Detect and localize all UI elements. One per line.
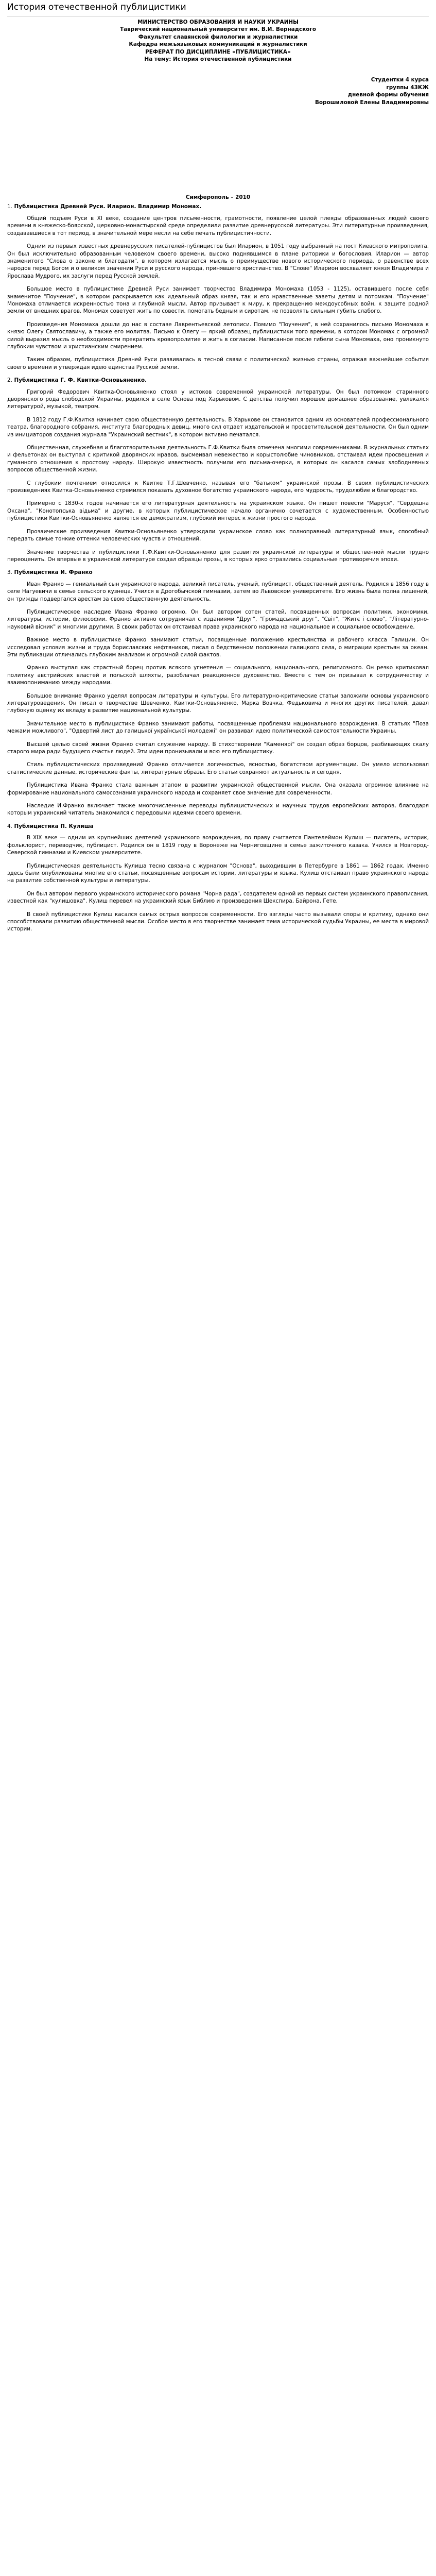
section-title: Публицистика И. Франко: [14, 569, 93, 576]
paragraph: В XIX веке — одним из крупнейших деятелей украинского возрождения, по праву считается Пантелеймон Кулиш — писатель, историк, фольклорист, переводчик, публицист. Родился он в 1819 году в Воронеже на Черниговщине в семье зажиточного казака. Учился в Новгород-Северской гимназии и Киевском университете.: [7, 835, 429, 856]
title-block: [7, 19, 429, 63]
paragraph: Прозаические произведения Квитки-Основьяненко утверждали украинское слово как полноправный литературный язык, способный передать самые тонкие оттенки человеческих чувств и отношений.: [7, 528, 429, 543]
section-number: 4.: [7, 823, 12, 829]
section-number: 2.: [7, 377, 12, 384]
section-heading: [7, 203, 429, 210]
paragraph: Примерно с 1830-х годов начинается его литературная деятельность на украинском языке. Он пишет повести "Маруся", "Сердешна Оксана", "Конотопська відьма" и другие, в которых публицистическое начало органично сочетается с художественным. Особенностью публицистики Квитки-Основьяненко является ее демократизм, глубокий интерес к жизни простого народа.: [7, 500, 429, 522]
paragraph: Григорий Федорович Квитка-Основьяненко стоял у истоков современной украинской литературы. Он был потомком старинного дворянского рода слободской Украины, родился в селе Основа под Харьковом. С детства получил хорошее домашнее образование, увлекался литературой, музыкой, театром.: [7, 388, 429, 410]
paragraph: Одним из первых известных древнерусских писателей-публицистов был Иларион, в 1051 году выбранный на пост Киевского митрополита. Он был исключительно образованным человеком своего времени, высоко поднявшимся в плане риторики и богословия. Иларион — автор знаменитого "Слова о законе и благодати", в котором излагается мысль о преимуществе нового исторического периода, о равенстве всех народов перед Богом и о великом значении Руси и русского народа, принявшего христианство. В "Слове" Иларион восхваляет князя Владимира и Ярослава Мудрого, их заслуги перед Русской землей.: [7, 243, 429, 279]
student-group: группы 43КЖ: [386, 84, 429, 91]
paragraph: Значение творчества и публицистики Г.Ф.Квитки-Основьяненко для развития украинской литературы и общественной мысли трудно переоценить. Он впервые в украинской литературе создал образцы прозы, в которых ярко отразились социальные противоречия эпохи.: [7, 549, 429, 563]
department-line: Кафедра межъязыковых коммуникаций и журналистики: [129, 41, 307, 48]
student-course: Студентки 4 курса: [371, 77, 429, 83]
paragraph: Общественная, служебная и благотворительная деятельность Г.Ф.Квитки была отмечена многими современниками. В журнальных статьях и фельетонах он выступал с критикой дворянских нравов, высмеивал невежество и корыстолюбие чиновников, отстаивал идеи просвещения и гуманного отношения к простому народу. Широкую известность получили его письма-очерки, в которых он касался самых злободневных вопросов общественной жизни.: [7, 445, 429, 473]
paragraph: Публицистическая деятельность Кулиша тесно связана с журналом "Основа", выходившим в Петербурге в 1861 — 1862 годах. Именно здесь были опубликованы многие его статьи, посвященные вопросам истории, литературы и языка. Кулиш отстаивал право украинского народа на развитие собственной культуры и литературы.: [7, 862, 429, 884]
paragraph: Общий подъем Руси в XI веке, создание центров письменности, грамотности, появление целой плеяды образованных людей своего времени в княжеско-боярской, церковно-монастырской среде определили развитие древнерусской литературы. Эти литературные произведения, создававшиеся в тот период, в значительной мере несли на себе печать публицистичности.: [7, 215, 429, 236]
paragraph: Он был автором первого украинского исторического романа "Чорна рада", создателем одной из первых систем украинского правописания, известной как "кулишовка". Кулиш перевел на украинский язык Библию и произведения Шекспира, Байрона, Гете.: [7, 890, 429, 905]
section-title: Публицистика Г. Ф. Квитки-Основьяненко.: [14, 377, 147, 384]
section-heading: [7, 823, 429, 830]
paragraph: Стиль публицистических произведений Франко отличается логичностью, ясностью, богатством аргументации. Он умело использовал статистические данные, исторические факты, литературные образы. Его статьи сохраняют актуальность и сегодня.: [7, 761, 429, 775]
paragraph: Публицистическое наследие Ивана Франко огромно. Он был автором сотен статей, посвященных вопросам политики, экономики, литературы, истории, философии. Франко активно сотрудничал с изданиями "Друг", "Громадський друг", "Світ", "Житє і слово", "Літературно-науковий вісник" и многими другими. В своих работах он отстаивал права украинского народа на национальное и социальное освобождение.: [7, 608, 429, 630]
paragraph: С глубоким почтением относился к Квитке Т.Г.Шевченко, называя его "батьком" украинской прозы. В своих публицистических произведениях Квитка-Основьяненко стремился показать духовное богатство украинского народа, его мудрость, трудолюбие и благородство.: [7, 480, 429, 494]
section-heading: [7, 377, 429, 384]
section-title: Публицистика Древней Руси. Иларион. Владимир Мономах.: [14, 204, 202, 210]
paragraph: Большое место в публицистике Древней Руси занимает творчество Владимира Мономаха (1053 - 1125), оставившего после себя знаменитое "Поучение", в котором раскрывается как идеальный образ князя, так и его нравственные заветы детям и потомкам. "Поучение" Мономаха отличается искренностью тона и глубиной мысли. Автор призывает к миру, к прекращению междоусобных войн, к защите родной земли от внешних врагов. Мономах советует жить по совести, помогать бедным и сиротам, не позволять сильным губить слабого.: [7, 286, 429, 315]
paragraph: Франко выступал как страстный борец против всякого угнетения — социального, национального, религиозного. Он резко критиковал политику австрийских властей и польской шляхты, разоблачал реакционное духовенство. Вместе с тем он призывал к сотрудничеству и взаимопониманию между народами.: [7, 665, 429, 686]
paragraph: Публицистика Ивана Франко стала важным этапом в развитии украинской общественной мысли. Она оказала огромное влияние на формирование национального самосознания украинского народа и сохраняет свое значение для современности.: [7, 782, 429, 796]
student-info: [7, 76, 429, 106]
section-number: 1.: [7, 204, 12, 210]
student-form: дневной формы обучения: [347, 92, 429, 98]
paragraph: Большое внимание Франко уделял вопросам литературы и культуры. Его литературно-критические статьи заложили основы украинского литературоведения. Он писал о творчестве Шевченко, Квитки-Основьяненко, Марка Вовчка, Федьковича и многих других писателей, давал глубокую оценку их вкладу в развитие национальной культуры.: [7, 692, 429, 714]
paragraph: Иван Франко — гениальный сын украинского народа, великий писатель, ученый, публицист, общественный деятель. Родился в 1856 году в селе Нагуевичи в семье сельского кузнеца. Учился в Дрогобычской гимназии, затем во Львовском университете. Его жизнь была полна лишений, он трижды подвергался арестам за свою общественную деятельность.: [7, 581, 429, 602]
paragraph: Таким образом, публицистика Древней Руси развивалась в тесной связи с политической жизнью страны, отражая важнейшие события своего времени и утверждая идею единства Русской земли.: [7, 357, 429, 370]
document-content: [7, 19, 429, 933]
ministry-line: МИНИСТЕРСТВО ОБРАЗОВАНИЯ И НАУКИ УКРАИНЫ: [137, 19, 299, 25]
section-heading: [7, 569, 429, 576]
page-title: История отечественной публицистики: [7, 0, 429, 16]
section-number: 3.: [7, 569, 12, 576]
report-type-line: РЕФЕРАТ ПО ДИСЦИПЛИНЕ «ПУБЛИЦИСТИКА»: [145, 48, 291, 55]
student-name: Ворошиловой Елены Владимировны: [315, 99, 429, 106]
paragraph: Значительное место в публицистике Франко занимают работы, посвященные проблемам национального возрождения. В статьях "Поза межами можливого", "Одвертий лист до галицької української молодежі" он развивал идею политической самостоятельности Украины.: [7, 720, 429, 735]
faculty-line: Факультет славянской филологии и журналистики: [138, 33, 298, 40]
topic-line: На тему: История отечественной публицистики: [144, 56, 292, 63]
paragraph: В 1812 году Г.Ф.Квитка начинает свою общественную деятельность. В Харькове он становится одним из основателей профессионального театра, благородного собрания, института благородных девиц, много сил отдает издательской и просветительской деятельности. Он был одним из инициаторов создания журнала "Украинский вестник", в котором активно печатался.: [7, 416, 429, 438]
paragraph: Важное место в публицистике Франко занимают статьи, посвященные положению крестьянства и рабочего класса Галиции. Он исследовал условия жизни и труда бориславских нефтяников, писал о бедственном положении галицкого села, о миграции крестьян за океан. Эти публикации отличались глубоким анализом и огромной силой фактов.: [7, 637, 429, 658]
paragraph: В своей публицистике Кулиш касался самых острых вопросов современности. Его взгляды часто вызывали споры и критику, однако они способствовали развитию общественной мысли. Особое место в его творчестве занимает тема исторической судьбы Украины, ее места в мировой истории.: [7, 911, 429, 933]
paragraph: Наследие И.Франко включает также многочисленные переводы публицистических и научных трудов европейских авторов, благодаря которым украинский читатель знакомился с передовыми идеями своего времени.: [7, 803, 429, 817]
paragraph: Высшей целью своей жизни Франко считал служение народу. В стихотворении "Каменярі" он создал образ борцов, разбивающих скалу старого мира ради будущего счастья людей. Эти идеи пронизывали и всю его публицистику.: [7, 741, 429, 755]
paragraph: Произведения Мономаха дошли до нас в составе Лаврентьевской летописи. Помимо "Поучения", в ней сохранилось письмо Мономаха к князю Олегу Святославичу, а также его молитва. Письмо к Олегу — яркий образец публицистики того времени, в котором Мономах с огромной силой выразил мысль о необходимости прекратить кровопролитие и жить в согласии. Написанное после гибели сына Мономаха, оно проникнуто глубоким чувством и христианским смирением.: [7, 321, 429, 350]
city-year: Симферополь – 2010: [185, 194, 251, 201]
university-line: Таврический национальный университет им. В.И. Вернадского: [120, 26, 316, 33]
sections: [7, 203, 429, 933]
section-title: Публицистика П. Кулиша: [14, 823, 94, 829]
